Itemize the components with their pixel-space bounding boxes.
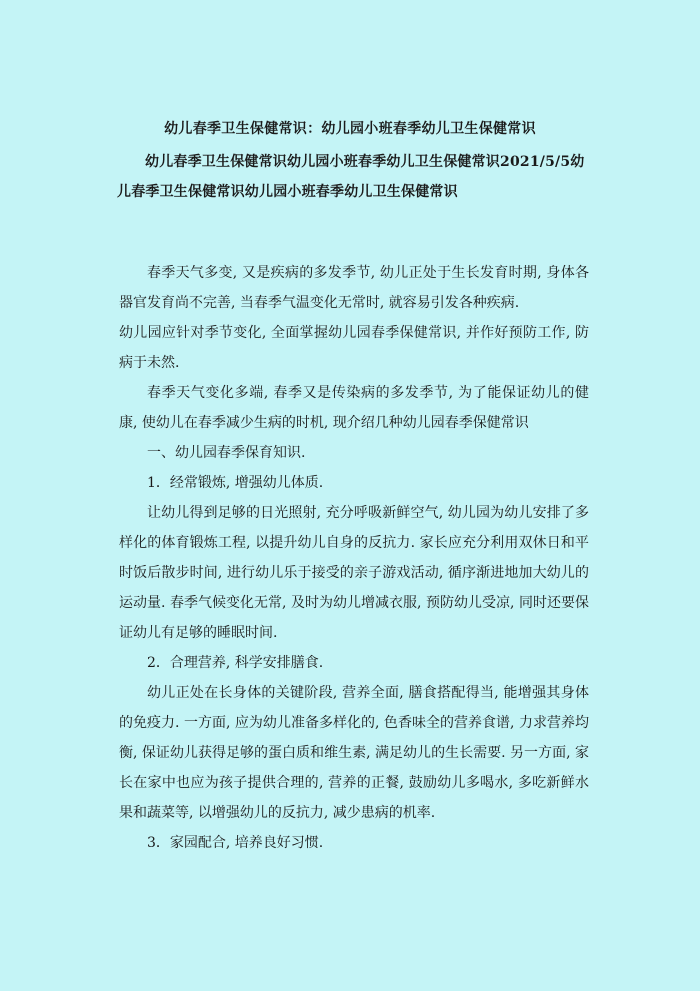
section-heading-1: 一、幼儿园春季保育知识. — [147, 445, 306, 461]
paragraph-prevention: 幼儿园应针对季节变化, 全面掌握幼儿园春季保健常识, 并作好预防工作, 防病于未然. — [119, 325, 589, 371]
document-body — [119, 258, 589, 858]
document-subtitle: 幼儿春季卫生保健常识幼儿园小班春季幼儿卫生保健常识2021/5/5幼儿春季卫生保健常识幼儿园小班春季幼儿卫生保健常识 — [117, 154, 585, 200]
subheading-nutrition: 2．合理营养, 科学安排膳食. — [147, 655, 324, 671]
document-title: 幼儿春季卫生保健常识：幼儿园小班春季幼儿卫生保健常识 — [164, 121, 536, 137]
paragraph-overview: 春季天气变化多端, 春季又是传染病的多发季节, 为了能保证幼儿的健康, 使幼儿在春季减少生病的时机, 现介绍几种幼儿园春季保健常识 — [119, 385, 589, 431]
paragraph-nutrition: 幼儿正处在长身体的关键阶段, 营养全面, 膳食搭配得当, 能增强其身体的免疫力. 一方面, 应为幼儿准备多样化的, 色香味全的营养食谱, 力求营养均衡, 保证幼儿获得足够的蛋白质和维生素, 满足幼儿的生长需要. 另一方面, 家长在家中也应为孩子提供合理的, 营养的正餐, 鼓励幼儿多喝水, 多吃新鲜水果和蔬菜等, 以增强幼儿的反抗力, 减少患病的机率. — [119, 685, 589, 821]
subheading-exercise: 1．经常锻炼, 增强幼儿体质. — [147, 475, 324, 491]
subheading-habits: 3．家园配合, 培养良好习惯. — [147, 835, 324, 851]
paragraph-exercise: 让幼儿得到足够的日光照射, 充分呼吸新鲜空气, 幼儿园为幼儿安排了多样化的体育锻炼工程, 以提升幼儿自身的反抗力. 家长应充分利用双休日和平时饭后散步时间, 进行幼儿乐于接受的亲子游戏活动, 循序渐进地加大幼儿的运动量. 春季气候变化无常, 及时为幼儿增减衣服, 预防幼儿受凉, 同时还要保证幼儿有足够的睡眠时间. — [119, 505, 589, 641]
paragraph-intro: 春季天气多变, 又是疾病的多发季节, 幼儿正处于生长发育时期, 身体各器官发育尚不完善, 当春季气温变化无常时, 就容易引发各种疾病. — [119, 265, 589, 311]
